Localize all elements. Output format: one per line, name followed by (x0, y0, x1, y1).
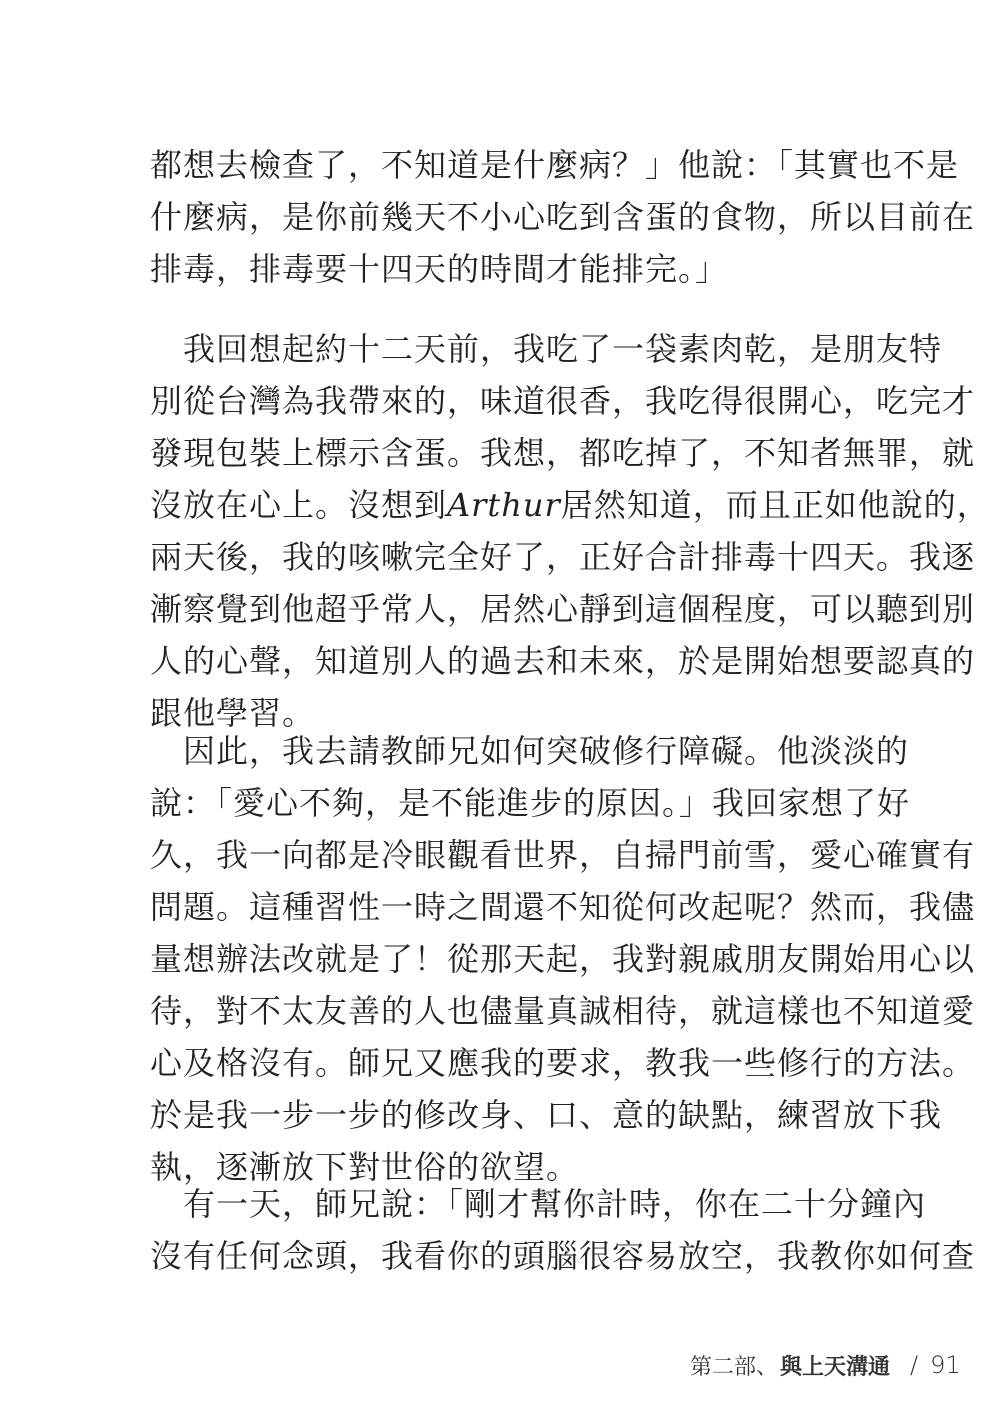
text-line: 兩天後，我的咳嗽完全好了，正好合計排毒十四天。我逐 (150, 538, 976, 576)
text-line: 待，對不太友善的人也儘量真誠相待，就這樣也不知道愛 (150, 992, 976, 1030)
text-line: 執，逐漸放下對世俗的欲望。 (150, 1148, 580, 1186)
paragraph-2 (150, 329, 990, 733)
text-line: 別從台灣為我帶來的，味道很香，我吃得很開心，吃完才 (150, 382, 976, 420)
page-footer (690, 1347, 961, 1383)
text-segment: 居然知道，而且正如他說的， (560, 486, 990, 524)
text-line: 跟他學習。 (150, 694, 316, 732)
text-line: 排毒，排毒要十四天的時間才能排完。」 (150, 250, 729, 288)
text-line: 心及格沒有。師兄又應我的要求，教我一些修行的方法。 (150, 1044, 976, 1082)
paragraph-4 (150, 1184, 976, 1276)
text-line: 發現包裝上標示含蛋。我想，都吃掉了，不知者無罪，就 (150, 434, 976, 472)
text-line: 有一天，師兄說：「剛才幫你計時，你在二十分鐘內 (150, 1185, 927, 1223)
text-segment: 沒放在心上。沒想到 (150, 486, 448, 524)
page-number: 91 (930, 1351, 961, 1379)
text-line: 人的心聲，知道別人的過去和未來，於是開始想要認真的 (150, 642, 976, 680)
text-line: 漸察覺到他超乎常人，居然心靜到這個程度，可以聽到別 (150, 590, 976, 628)
text-line: 問題。這種習性一時之間還不知從何改起呢？然而，我儘 (150, 888, 976, 926)
part-label: 第二部、 (690, 1354, 779, 1380)
text-line: 都想去檢查了，不知道是什麼病？」他說：「其實也不是 (150, 146, 960, 184)
text-line: 於是我一步一步的修改身、口、意的缺點，練習放下我 (150, 1096, 943, 1134)
text-line: 什麼病，是你前幾天不小心吃到含蛋的食物，所以目前在 (150, 198, 976, 236)
text-line: 量想辦法改就是了！從那天起，我對親戚朋友開始用心以 (150, 940, 976, 978)
paragraph-1 (150, 145, 976, 289)
text-line: 說：「愛心不夠，是不能進步的原因。」我回家想了好 (150, 784, 911, 822)
text-line: 因此，我去請教師兄如何突破修行障礙。他淡淡的 (150, 732, 910, 770)
paragraph-3 (150, 731, 976, 1187)
chapter-title: 與上天溝通 (780, 1354, 891, 1380)
text-line: 我回想起約十二天前，我吃了一袋素肉乾，是朋友特 (150, 330, 943, 368)
text-line: 久，我一向都是冷眼觀看世界，自掃門前雪，愛心確實有 (150, 836, 976, 874)
footer-separator: / (910, 1351, 919, 1379)
person-name: Arthur (447, 486, 561, 524)
text-line-with-name (150, 485, 990, 525)
text-line: 沒有任何念頭，我看你的頭腦很容易放空，我教你如何查 (150, 1237, 976, 1275)
